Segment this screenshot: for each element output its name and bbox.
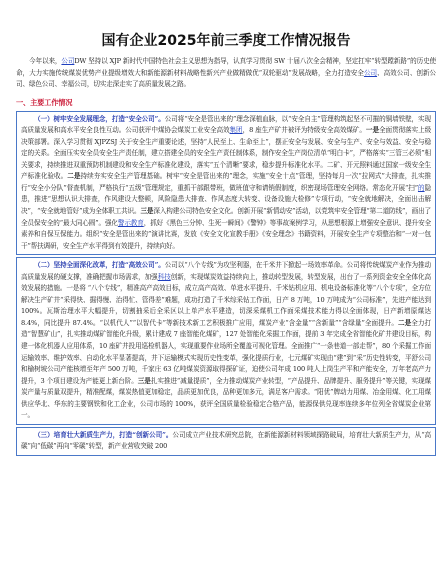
section-heading: 一、主要工作情况	[16, 97, 73, 107]
intro-text: 今年以来，	[29, 57, 62, 65]
intro-paragraph	[16, 56, 436, 91]
company-link[interactable]: 公司	[363, 68, 378, 77]
paragraph-text: 隐患，推进“思想认识大排查，作风建设大整顿，风险隐患大排查、作风态度大转变、设备设施大检修”专项行动，“安全就地解决，全面出击解决”，“安全就地管好”成为全体职工共识。	[21, 183, 431, 216]
technology-link[interactable]: 科技	[157, 272, 171, 281]
innovation-paragraph	[21, 430, 431, 453]
point-marker: 三是	[137, 376, 151, 385]
subsection-safety	[16, 111, 436, 256]
company-link[interactable]: 公司	[61, 57, 75, 65]
point-marker: 三是	[140, 207, 154, 216]
paragraph-text: 持续夯实安全生产管理基础。树牢“安全是管出来的”理念，实施“安全十点”管理，坚持每月一次“拉网式”大排查，扎实推行“安全小分队”督查机制，严格执行“五级”管理规定，重抓干部跟带班，做班值守和请销假制度，织密现场管理安全网络。常态化开展“扫”	[21, 172, 432, 192]
safety-paragraph	[21, 114, 431, 253]
point-marker: 二是	[67, 172, 81, 181]
paragraph-text: 扎实推进“减量提质”，全力推动煤炭产业转型，“产品提升、品牌提升、服务提升”等关键，实现煤炭产量与质量双提升，精准配煤，煤炭热值更加稳定，品质更加优良，品种更加多元，满足客户需求。“阳优”牌动力用煤、冶金用煤、化工用煤供应华北、华东的主要钢铁和化工企业，公司市场的 100%，获评全国质量检验稳定合格产品，能源保供兑现率连续多年位列全省煤炭企业第一。	[21, 376, 431, 420]
document-title: 国有企业2025年前三季度工作情况报告	[101, 33, 351, 49]
paragraph-text: 公司以“八个专线”为攻坚利器，在千米井下掀起一场效率革命。公司将传统煤炭产业作为推动高质量发展的硬支撑，准确把握市场需求，加强	[21, 261, 431, 281]
subsection-title: （一）树牢安全发展理念，打造“安全公司”。	[34, 114, 165, 123]
group-link[interactable]: 集团	[229, 126, 243, 135]
paragraph-text: ，8 座生产矿井被评为特级安全高效煤矿。	[242, 126, 366, 135]
intro-text: 、高效公司、创新公司、绿色公司、幸福公司，切实走深走实了高质量发展之路。	[16, 68, 436, 89]
paragraph-text: 公司将“安全是管出来的”理念深植血脉，以“安全自主”管理构筑起坚不可摧的铜墙铁壁，实现高质量发展和高水平安全良性互动。公司获评中煤协会煤炭工业安全高效	[21, 114, 431, 135]
point-marker: 一是	[365, 126, 379, 135]
warning-education-link[interactable]: 警示教育	[117, 218, 144, 227]
subsection-title: （三）培育壮大新质生产力，打造“创新公司”。	[34, 430, 173, 439]
inline-link[interactable]: 的	[417, 183, 425, 192]
paragraph-text: 全力打造“智慧矿山”，扎实推动煤矿智能化升级，累计建成 7 座智能化煤矿，127 处智能化采掘工作面，提前 3 年完成全省智能化矿井建设目标，构建一体化机器人应用体系，10 座矿井投用巡检机器人，实现重要作业场所全覆盖可视化管理。全面推广“一条巷道一部走帮”，80 个采掘工作面运输效率、维护效率、自动化水平显著提高，井下运输模式实现历史性变革，强化提质行业，七元煤矿实现由“建”到“采”历史性转变，平舒公司和榆树坡公司产能核增至年产 500 万吨，千家庄 63 亿吨煤炭资源取得探矿证，迫使公司年成 100 吨人上岗生产平和产能安全，万年老高产力提升，3 个项目建设为产能更上新台阶。	[21, 318, 431, 385]
document-page	[16, 0, 436, 580]
paragraph-text: 全面贯彻落实上级决策部署。深入学习贯彻 XJPZSJ 关于安全生产重要论述，坚持“人民至上、生命至上”，摆正安全与发展、安全与生产、安全与效益、安全与稳定的关系。全面压实安全员安全生产责任制，建立搭建全员的安全生产责任制体系，制作安全生产岗位清单“明白卡”，严格落实“三管三必须”相关要求，持续推进双重预防机制建设和安全生产标准化建设，落实“五个清晰”要求，稳步提升标准化水平。二矿、开元照料通过国家一级安全生产标准化验收。	[21, 126, 432, 181]
paragraph-text: 深入构建公司特色安全文化。创新开展“新情动安”活动，以党筑牢安全管理“第二道防线”，画出了全员保安全的“最大同心圆”。强化	[21, 207, 431, 227]
point-marker: 二是	[398, 318, 412, 327]
intro-text: DW 坚持以 XJP 新时代中国特色社会主义思想为指导，认真学习贯彻 SW 十届八次全会精神，坚定扛牢“转型蹚新路”的历史使命，大力实施传统煤炭优势产业提级增效大和新能源新材料战略性新兴产业做精做优“双轮驱动”发展战略，全力打造安全	[16, 57, 436, 77]
subsection-title: （二）坚持全面深化改革，打造“高效公司”。	[34, 261, 165, 270]
paragraph-text: 创新，实现煤炭效益持续向上，推动转型发展，转型发展，出台了一系列资金安全全体化高效发展的措施。一是将 “八个专线”，精准高产高效目标，成立高产高效、单进水平提升、千米钻机应用、机电设备标准化等“八个专项”，全方位解决生产矿井“采得快、掘得慢、治得忙、管得差”难题，成功打造了千米综采钻工作面，日产 8 万吨，10 万吨成为“公司标准”，先进产能达到 100%。瓦斯治理水平大幅提升，切割抽采后全采区以上单产水平建造，切深采煤机工作面采煤技术能力得以全面体现，日产新增原煤达 8.4%，同比提升 87.4%。“以机代人”“以智代卡”等新技术新工艺积极推广应用，煤炭产业“含金量”“含新量”“含绿量”全面提升。	[21, 272, 432, 327]
paragraph-text: ，抓好《黑色三分钟、生死一瞬间》《警钟》等事故案例学习，从思想根源上增强安全意识、提升安全素养和自保互保能力。组织“安全是管出来的”演讲比赛，发放《安全文化宣教手册》《安全理念》书籍资料，开展安全生产专项整治和“一对一包干”帮扶调研，安全生产水平得到有效提升，持续向好。	[21, 218, 432, 250]
efficiency-paragraph	[21, 260, 431, 422]
subsection-innovation	[16, 427, 436, 456]
paragraph-text: 公司成立产业技术研究总院，在新能源新材料领域探路破局，培育壮大新质生产力，从“高碳”向“低碳”再向“零碳”转型，新产业营收突破 200	[21, 430, 431, 451]
subsection-efficiency	[16, 257, 436, 425]
